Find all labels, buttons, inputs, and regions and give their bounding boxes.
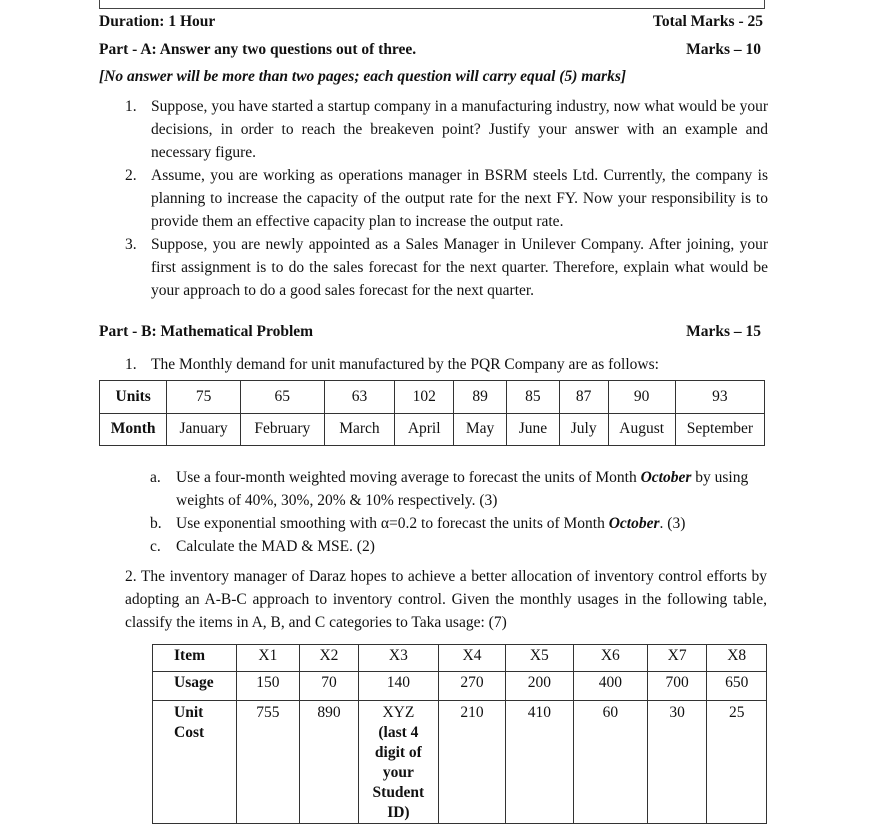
subquestion-letter: b.: [150, 515, 162, 532]
month-header: Month: [100, 413, 167, 446]
table-cell: 410: [505, 701, 573, 824]
part-a-marks: Marks – 10: [686, 41, 761, 58]
table-cell: 210: [439, 701, 506, 824]
unit-cost-label-2: Cost: [174, 724, 205, 741]
x3-cost-line: ID): [387, 804, 410, 821]
question-text: Assume, you are working as operations manager in BSRM steels Ltd. Currently, the company is planning to increase the capacity of the output rate for the next FY. Now your responsibility is to provide them an effective capacity plan to increase the output rate.: [151, 167, 768, 230]
x3-cost-line: digit of: [374, 744, 422, 761]
table-cell: February: [240, 413, 324, 446]
units-header: Units: [100, 381, 167, 414]
table-cell: 102: [395, 381, 454, 414]
subquestion-text: [176, 466, 770, 512]
subquestion-text-post: . (3): [659, 515, 686, 532]
question-text: Suppose, you are newly appointed as a Sales Manager in Unilever Company. After joining, your first assignment is to do the sales forecast for the next quarter. Therefore, explain what would be your approach to do a good sales forecast for the next quarter.: [151, 236, 768, 299]
table-cell: 25: [707, 701, 767, 824]
x3-cost-line: XYZ: [382, 704, 415, 721]
table-cell: 650: [707, 672, 767, 701]
question-item: [125, 353, 768, 376]
part-a-title: Part - A: Answer any two questions out of three.: [99, 41, 417, 58]
x3-cost-line: (last 4: [378, 724, 419, 741]
question-item: [125, 164, 768, 233]
part-b-question-2: 2. The inventory manager of Daraz hopes to achieve a better allocation of inventory control efforts by adopting an A-B-C approach to inventory control. Given the monthly usages in the following table, classify the items in A, B, and C categories to Taka usage: (7): [125, 568, 767, 631]
table-cell: 30: [647, 701, 707, 824]
x3-cost-cell: [358, 701, 438, 824]
part-b-heading: [99, 323, 763, 341]
part-b-marks: Marks – 15: [686, 323, 761, 340]
item-header: Item: [153, 645, 237, 672]
table-cell: 140: [358, 672, 438, 701]
table-cell: 150: [236, 672, 300, 701]
unit-cost-label-1: Unit: [174, 704, 204, 721]
demand-table: [99, 380, 765, 446]
table-cell: 90: [608, 381, 675, 414]
table-cell: 89: [454, 381, 507, 414]
table-cell: 87: [559, 381, 608, 414]
table-row: [100, 381, 765, 414]
table-cell: January: [167, 413, 241, 446]
subquestion-emphasis: October: [640, 469, 692, 486]
table-cell: September: [675, 413, 764, 446]
table-cell: June: [507, 413, 560, 446]
table-cell: 270: [439, 672, 506, 701]
table-cell: X4: [439, 645, 506, 672]
exam-header: [99, 13, 763, 31]
subquestion-text-pre: Use exponential smoothing with α=0.2 to forecast the units of Month: [176, 515, 609, 532]
subquestion-item: [150, 535, 770, 558]
table-cell: May: [454, 413, 507, 446]
part-b-question-1: [125, 353, 768, 376]
table-cell: 700: [647, 672, 707, 701]
table-cell: 93: [675, 381, 764, 414]
usage-header: Usage: [153, 672, 237, 701]
table-cell: 63: [324, 381, 394, 414]
x3-cost-line: your: [382, 764, 414, 781]
table-cell: X6: [573, 645, 647, 672]
table-cell: 60: [573, 701, 647, 824]
table-cell: 400: [573, 672, 647, 701]
table-cell: 200: [505, 672, 573, 701]
table-cell: 65: [240, 381, 324, 414]
table-row: [153, 672, 767, 701]
table-cell: X3: [358, 645, 438, 672]
question-item: [125, 233, 768, 302]
table-cell: August: [608, 413, 675, 446]
table-row: [100, 413, 765, 446]
subquestion-emphasis: October: [608, 515, 660, 532]
table-cell: X5: [505, 645, 573, 672]
part-b-subquestions: [150, 466, 770, 558]
duration: Duration: 1 Hour: [99, 13, 216, 30]
table-cell: 85: [507, 381, 560, 414]
abc-table: [152, 644, 767, 824]
table-cell: X7: [647, 645, 707, 672]
table-cell: 755: [236, 701, 300, 824]
total-marks: Total Marks - 25: [652, 13, 763, 30]
question-number: 1.: [125, 98, 137, 115]
question-number: 2.: [125, 167, 137, 184]
table-cell: X2: [300, 645, 358, 672]
subquestion-item: [150, 512, 770, 535]
table-row: [153, 645, 767, 672]
subquestion-letter: a.: [150, 469, 161, 486]
table-cell: April: [395, 413, 454, 446]
question-item: [125, 95, 768, 164]
subquestion-item: [150, 466, 770, 512]
table-cell: X8: [707, 645, 767, 672]
subquestion-text-pre: Use a four-month weighted moving average to forecast the units of Month: [176, 469, 641, 486]
subquestion-text: Calculate the MAD & MSE. (2): [176, 538, 375, 555]
top-border-box: [99, 0, 765, 9]
part-a-questions: [125, 95, 768, 302]
table-cell: July: [559, 413, 608, 446]
question-number: 1.: [125, 356, 137, 373]
subquestion-text: [176, 512, 770, 535]
part-b-title: Part - B: Mathematical Problem: [99, 323, 314, 340]
table-cell: 70: [300, 672, 358, 701]
table-cell: X1: [236, 645, 300, 672]
question-text: The Monthly demand for unit manufactured by the PQR Company are as follows:: [151, 356, 659, 373]
subquestion-letter: c.: [150, 538, 161, 555]
table-row: [153, 701, 767, 824]
part-a-heading: [99, 41, 763, 59]
unit-cost-header: [153, 701, 237, 824]
table-cell: 75: [167, 381, 241, 414]
x3-cost-line: Student: [372, 784, 425, 801]
part-a-note: [No answer will be more than two pages; each question will carry equal (5) marks]: [99, 68, 627, 85]
table-cell: 890: [300, 701, 358, 824]
table-cell: March: [324, 413, 394, 446]
subquestion-text-post: by using weights of 40%, 30%, 20% & 10% respectively. (3): [176, 469, 749, 509]
question-text: Suppose, you have started a startup company in a manufacturing industry, now what would be your decisions, in order to reach the breakeven point? Justify your answer with an example and necessary figure.: [151, 98, 768, 161]
question-number: 3.: [125, 236, 137, 253]
